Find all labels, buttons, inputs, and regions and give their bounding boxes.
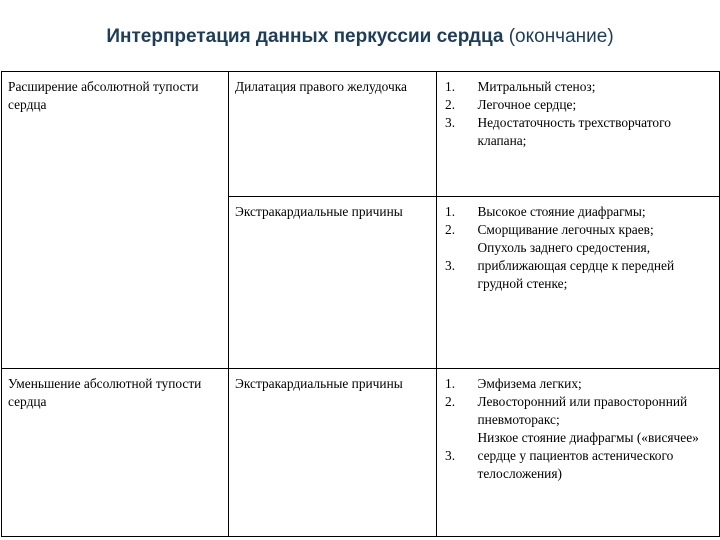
items-cell (478, 72, 720, 197)
list-item: Опухоль заднего средостения, приближающая сердце к передней грудной стенке; (477, 240, 675, 291)
cause-cell (229, 369, 437, 537)
title-suffix: (окончание) (508, 26, 614, 47)
list-item: Эмфизема легких; (477, 376, 582, 391)
category-text: Уменьшение абсолютной тупости сердца (8, 376, 202, 409)
number-cell (437, 369, 478, 537)
item-number: 3. (445, 115, 456, 130)
category-text: Расширение абсолютной тупости сердца (8, 79, 199, 112)
item-number: 2. (445, 222, 456, 237)
items-cell (478, 197, 720, 369)
list-item: Высокое стояние диафрагмы; (477, 204, 646, 219)
cause-text: Экстракардиальные причины (235, 204, 403, 219)
cause-text: Дилатация правого желудочка (235, 79, 408, 94)
cause-text: Экстракардиальные причины (235, 376, 403, 391)
percussion-table (1, 71, 720, 537)
number-cell (437, 197, 478, 369)
list-item: Низкое стояние диафрагмы («висячее» сердце у пациентов астенического телосложения) (477, 430, 699, 481)
list-item: Сморщивание легочных краев; (477, 222, 654, 237)
item-number: 1. (445, 376, 456, 391)
item-number: 2. (445, 97, 456, 112)
cause-cell (229, 197, 437, 369)
list-item: Недостаточность трехстворчатого клапана; (477, 115, 671, 148)
items-cell (478, 369, 720, 537)
item-number: 1. (445, 204, 456, 219)
title-main: Интерпретация данных перкуссии сердца (106, 26, 504, 47)
number-cell (437, 72, 478, 197)
category-cell (2, 369, 229, 537)
list-item: Легочное сердце; (477, 97, 577, 112)
table-row (2, 72, 720, 197)
category-cell (2, 72, 229, 369)
item-number: 2. (445, 394, 456, 409)
item-number: 3. (445, 258, 456, 273)
table-row (2, 369, 720, 537)
list-item: Левосторонний или правосторонний пневмоторакс; (477, 394, 688, 427)
page-title (0, 26, 720, 48)
cause-cell (229, 72, 437, 197)
list-item: Митральный стеноз; (477, 79, 596, 94)
item-number: 1. (445, 79, 456, 94)
item-number: 3. (445, 448, 456, 463)
